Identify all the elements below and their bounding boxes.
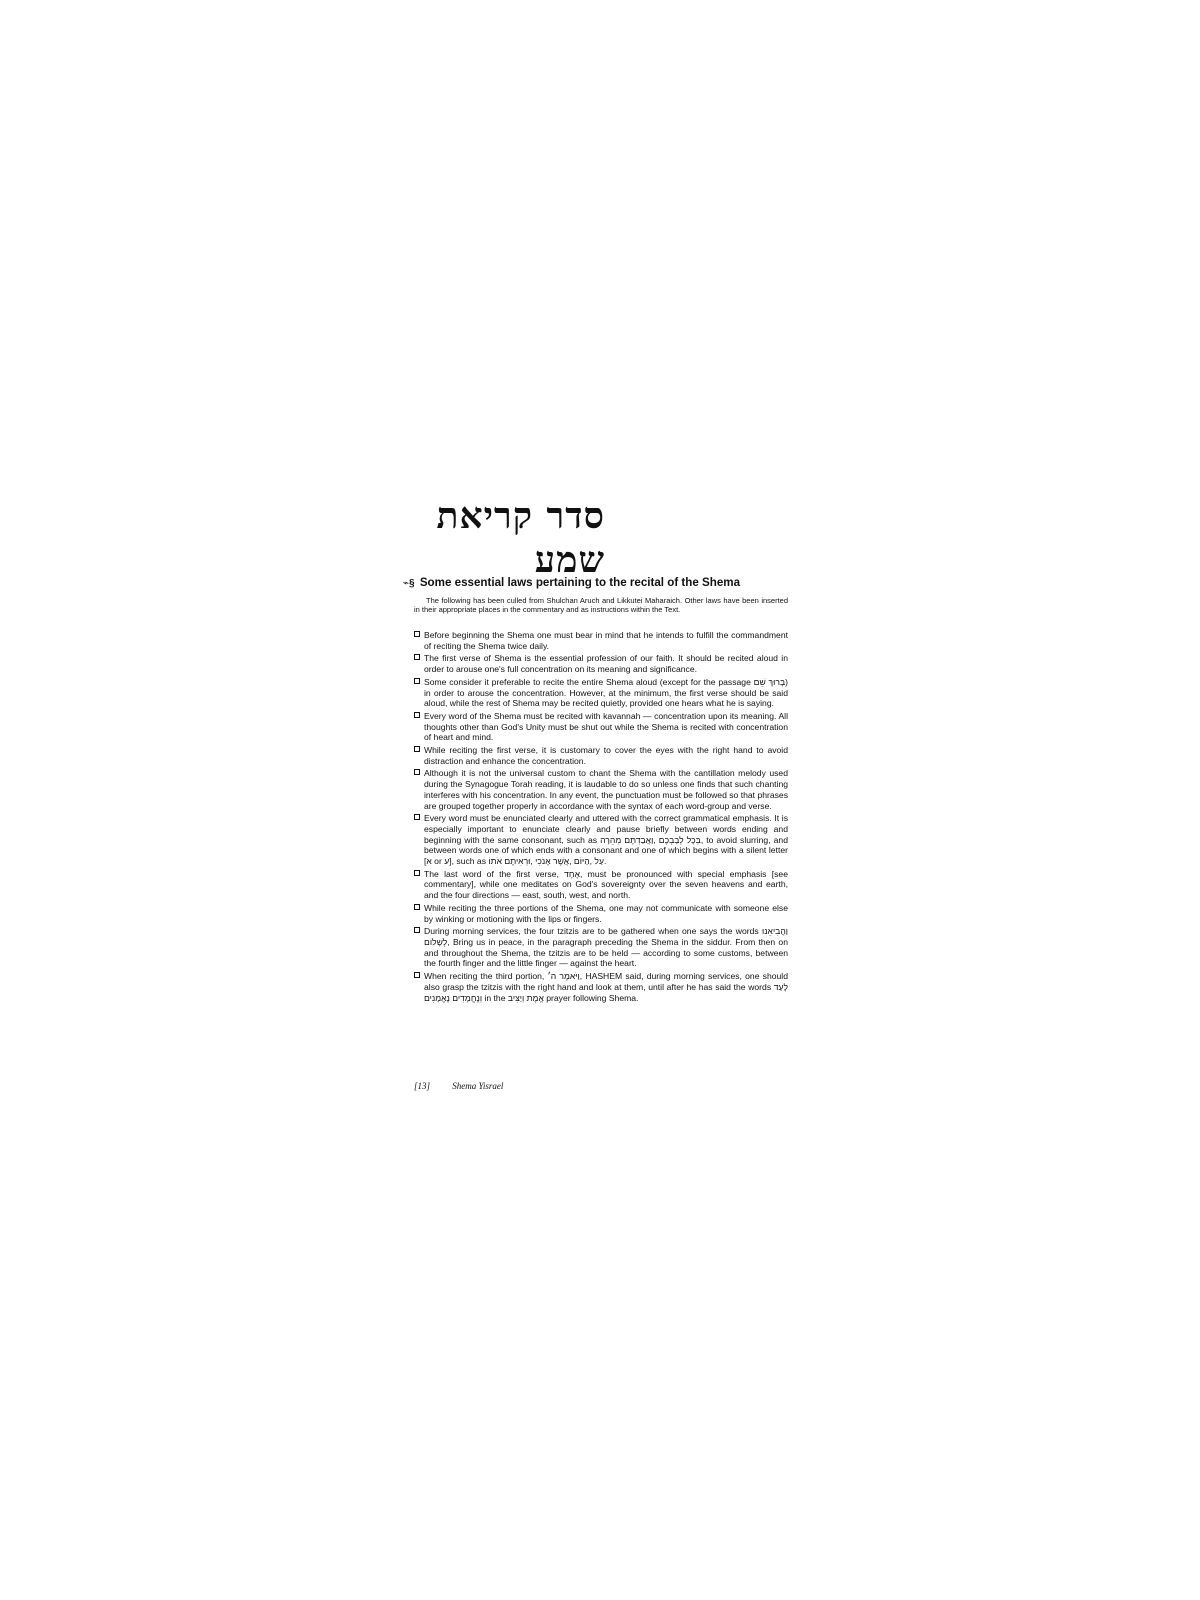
law-text: Every word of the Shema must be recited with kavannah — concentration upon its meaning. All thoughts other than God's Unity must be shut out while the Shema is recited with concentration of heart and mind.: [424, 710, 788, 743]
law-item: [414, 711, 788, 743]
checkbox-bullet-icon: [414, 972, 420, 978]
law-text: Some consider it preferable to recite the entire Shema aloud (except for the passage בָּרוּךְ שֵׁם) in order to arouse the concentration. However, at the minimum, the first verse should be said aloud, while the rest of Shema may be recited quietly, provided one hears what he is saying.: [424, 676, 788, 709]
checkbox-bullet-icon: [414, 654, 420, 660]
law-item: [414, 971, 788, 1003]
hebrew-title: סדר קריאת שמע: [436, 495, 605, 581]
running-title: Shema Yisrael: [452, 1081, 504, 1091]
law-item: [414, 677, 788, 709]
page-footer: [414, 1081, 503, 1092]
law-item: [414, 768, 788, 811]
law-item: [414, 926, 788, 969]
checkbox-bullet-icon: [414, 814, 420, 820]
section-heading-text: Some essential laws pertaining to the recital of the Shema: [419, 576, 741, 589]
law-text: During morning services, the four tzitzis are to be gathered when one says the words וַהֲבִיאֵנוּ לְשָׁלוֹם, Bring us in peace, in the paragraph preceding the Shema in the siddur. From then on and throughout the Shema, the tzitzis are to be held — according to some customs, between the fourth finger and the little finger — against the heart.: [424, 926, 788, 969]
checkbox-bullet-icon: [414, 904, 420, 910]
checkbox-bullet-icon: [414, 678, 420, 684]
law-item: [414, 745, 788, 766]
section-ornament-icon: ⌁§: [403, 578, 415, 589]
checkbox-bullet-icon: [414, 870, 420, 876]
law-item: [414, 813, 788, 867]
law-text: The last word of the first verse, אֶחָד, must be pronounced with special emphasis [see commentary], while one meditates on God's sovereignty over the seven heavens and earth, and the four directions — east, south, west, and north.: [424, 868, 788, 901]
laws-section: [403, 576, 789, 1005]
laws-list: [414, 630, 788, 1003]
law-text: When reciting the third portion, וַיֹּאמֶר ה׳, HASHEM said, during morning services, one should also grasp the tzitzis with the right hand and look at them, until after he has said the words לָעַד וְנֶחֱמָדִים נֶאֱמָנִים in the אֱמֶת וְיַצִּיב prayer following Shema.: [424, 971, 788, 1003]
law-text: Every word must be enunciated clearly and uttered with the correct grammatical emphasis. It is especially important to enunciate clearly and pause briefly between words ending and beginning with the same consonant, such as בְּכָל לְבַבְכֶם ,וַאֲבַדְתֶּם מְהֵרָה, to avoid slurring, and between words one of which ends with a consonant and one of which begins with a silent letter [א or ע], such as עַל ,הַיּוֹם ,אֲשֶׁר אָנֹכִי ,וּרְאִיתֶם אֹתוֹ.: [424, 813, 788, 867]
law-item: [414, 869, 788, 901]
page-number: [13]: [414, 1081, 431, 1091]
checkbox-bullet-icon: [414, 712, 420, 718]
intro-paragraph: The following has been culled from Shulchan Aruch and Likkutei Maharaich. Other laws have been inserted in their appropriate places in the commentary and as instructions within the Text.: [414, 596, 788, 614]
law-item: [414, 630, 788, 651]
section-heading: [403, 576, 788, 591]
law-text: While reciting the three portions of the Shema, one may not communicate with someone else by winking or motioning with the lips or fingers.: [424, 902, 788, 924]
law-text: Before beginning the Shema one must bear in mind that he intends to fulfill the commandment of reciting the Shema twice daily.: [424, 630, 788, 651]
law-item: [414, 903, 788, 924]
law-text: The first verse of Shema is the essential profession of our faith. It should be recited aloud in order to arouse one's full concentration on its meaning and significance.: [424, 653, 788, 675]
law-text: Although it is not the universal custom to chant the Shema with the cantillation melody used during the Synagogue Torah reading, it is laudable to do so unless one finds that such chanting interferes with his concentration. In any event, the punctuation must be followed so that phrases are grouped together properly in accordance with the syntax of each word-group and verse.: [424, 768, 789, 811]
checkbox-bullet-icon: [414, 927, 420, 933]
checkbox-bullet-icon: [414, 769, 420, 775]
law-text: While reciting the first verse, it is customary to cover the eyes with the right hand to avoid distraction and enhance the concentration.: [424, 745, 788, 766]
law-item: [414, 653, 788, 674]
checkbox-bullet-icon: [414, 631, 420, 637]
checkbox-bullet-icon: [414, 746, 420, 752]
